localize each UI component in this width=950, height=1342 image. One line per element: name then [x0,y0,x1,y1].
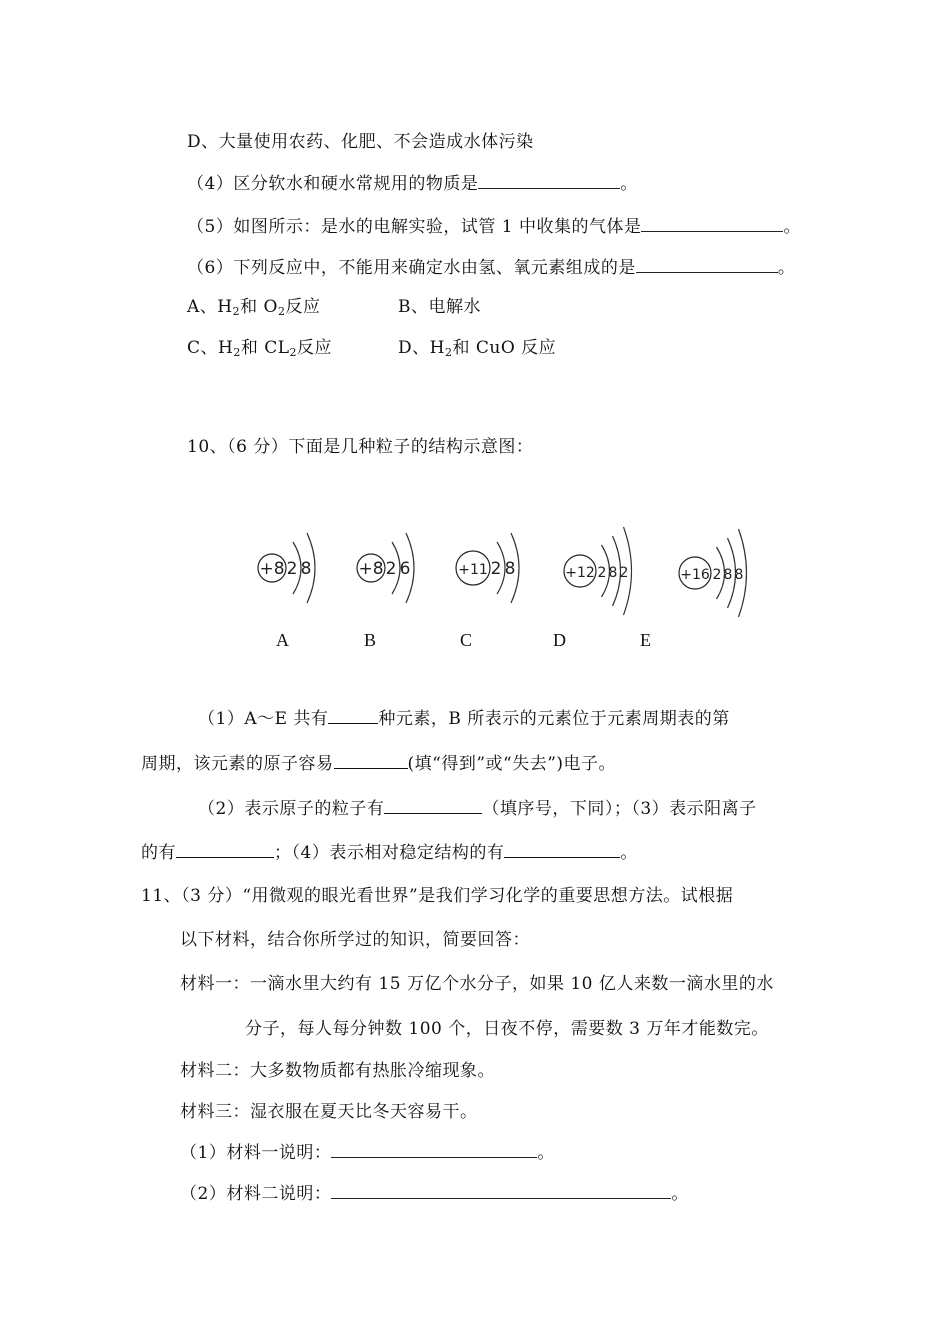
atom-structure-diagrams [240,505,780,635]
subscript: 2 [277,305,286,318]
subscript: 2 [289,346,298,359]
electron-count: 2 [597,565,607,581]
atom-label-d: D [553,630,566,650]
q9-choice-b: B、电解水 [398,297,481,317]
atom-label-b: B [364,630,377,650]
answer-blank[interactable] [176,841,274,858]
q9-part4-text: （4）区分软水和硬水常规用的物质是 [187,174,479,194]
subscript: 2 [233,346,241,359]
q10-part3-text-b: ；（4）表示相对稳定结构的有 [274,843,505,863]
q10-part1-cont [141,752,616,775]
q11-answer-1-label: （1）材料一说明： [180,1143,332,1163]
answer-blank[interactable] [328,707,378,724]
electron-count: 8 [723,567,733,583]
atom-diagram-c [456,533,519,603]
answer-blank[interactable] [641,215,783,232]
q10-part1-text-c: 周期，该元素的原子容易 [141,754,334,774]
q10-part3-text-c: 。 [620,843,638,863]
electron-count: 2 [712,567,722,583]
nucleus-charge: +8 [358,559,384,579]
q9-part6-text: （6）下列反应中，不能用来确定水由氢、氧元素组成的是 [187,258,636,278]
electron-count: 2 [619,565,629,581]
q11-answer-1 [180,1141,555,1164]
q9-part5-end: 。 [783,217,801,237]
q11-material-1-cont: 分子，每人每分钟数 100 个，日夜不停，需要数 3 万年才能数完。 [245,1019,769,1039]
electron-count: 8 [504,559,516,579]
electron-count: 2 [286,559,298,579]
choice-c-post: 反应 [297,338,333,358]
nucleus-charge: +12 [565,565,595,581]
atom-diagram-d [564,527,632,615]
atom-diagram-b [357,533,414,603]
atom-label-a: A [276,630,289,650]
q10-part2-text-a: （2）表示原子的粒子有 [198,799,385,819]
q11-material-2: 材料二：大多数物质都有热胀冷缩现象。 [180,1061,495,1081]
q11-title: 11、（3 分）“用微观的眼光看世界”是我们学习化学的重要思想方法。试根据 [141,886,734,906]
atom-label-c: C [460,630,473,650]
electron-count: 8 [734,567,744,583]
q11-answer-2-label: （2）材料二说明： [180,1184,332,1204]
q10-part3-text-a: 的有 [141,843,176,863]
q9-part6-end: 。 [777,258,796,278]
electron-count: 8 [300,559,312,579]
choice-c-pre: C、H [187,338,234,358]
electron-count: 2 [490,559,502,579]
answer-blank[interactable] [504,841,620,858]
q9-part5 [187,215,801,238]
choice-a-mid: 和 O [240,297,278,317]
q9-option-d: D、大量使用农药、化肥、不会造成水体污染 [187,132,534,152]
subscript: 2 [444,346,453,359]
q11-answer-2 [180,1182,689,1205]
q10-part3 [141,841,638,864]
q9-choice-d [398,337,556,359]
nucleus-charge: +11 [458,562,488,578]
q10-title: 10、（6 分）下面是几种粒子的结构示意图： [187,437,534,457]
q9-part4-end: 。 [620,174,638,194]
q10-part2 [198,797,757,820]
answer-blank[interactable] [478,172,620,189]
answer-blank[interactable] [331,1182,671,1199]
answer-blank[interactable] [636,256,778,273]
atom-diagram-e [679,529,747,617]
q10-part1-text-d: (填“得到”或“失去”)电子。 [407,754,617,774]
atom-label-e: E [640,630,651,650]
q10-part1-text-b: 种元素，B 所表示的元素位于元素周期表的第 [378,709,730,729]
q9-choice-c [187,337,332,359]
subscript: 2 [232,305,241,318]
q9-choice-a [187,296,320,318]
answer-blank[interactable] [334,752,408,769]
nucleus-charge: +8 [259,559,285,579]
choice-a-pre: A、H [187,297,233,317]
electron-count: 6 [399,559,411,579]
q10-part1-text-a: （1）A～E 共有 [198,709,329,729]
answer-blank[interactable] [331,1141,537,1158]
q11-material-1: 材料一：一滴水里大约有 15 万亿个水分子，如果 10 亿人来数一滴水里的水 [180,974,774,994]
q9-part4 [187,172,638,195]
q11-title-cont: 以下材料，结合你所学过的知识，简要回答： [180,930,530,950]
q11-answer-1-end: 。 [537,1143,555,1163]
q10-part1 [198,707,730,730]
q11-material-3: 材料三：湿衣服在夏天比冬天容易干。 [180,1102,478,1122]
atom-diagram-a [258,533,315,603]
answer-blank[interactable] [384,797,482,814]
nucleus-charge: +16 [680,567,710,583]
q10-part2-text-b: （填序号，下同）；（3）表示阳离子 [482,799,757,819]
electron-count: 8 [608,565,618,581]
q9-part6 [187,256,795,279]
q9-part5-text: （5）如图所示：是水的电解实验，试管 1 中收集的气体是 [187,217,642,237]
choice-d-post: 和 CuO 反应 [452,338,557,358]
q11-answer-2-end: 。 [671,1184,689,1204]
choice-c-mid: 和 CL [240,338,290,358]
electron-count: 2 [385,559,397,579]
choice-d-pre: D、H [398,338,445,358]
choice-a-post: 反应 [285,297,321,317]
